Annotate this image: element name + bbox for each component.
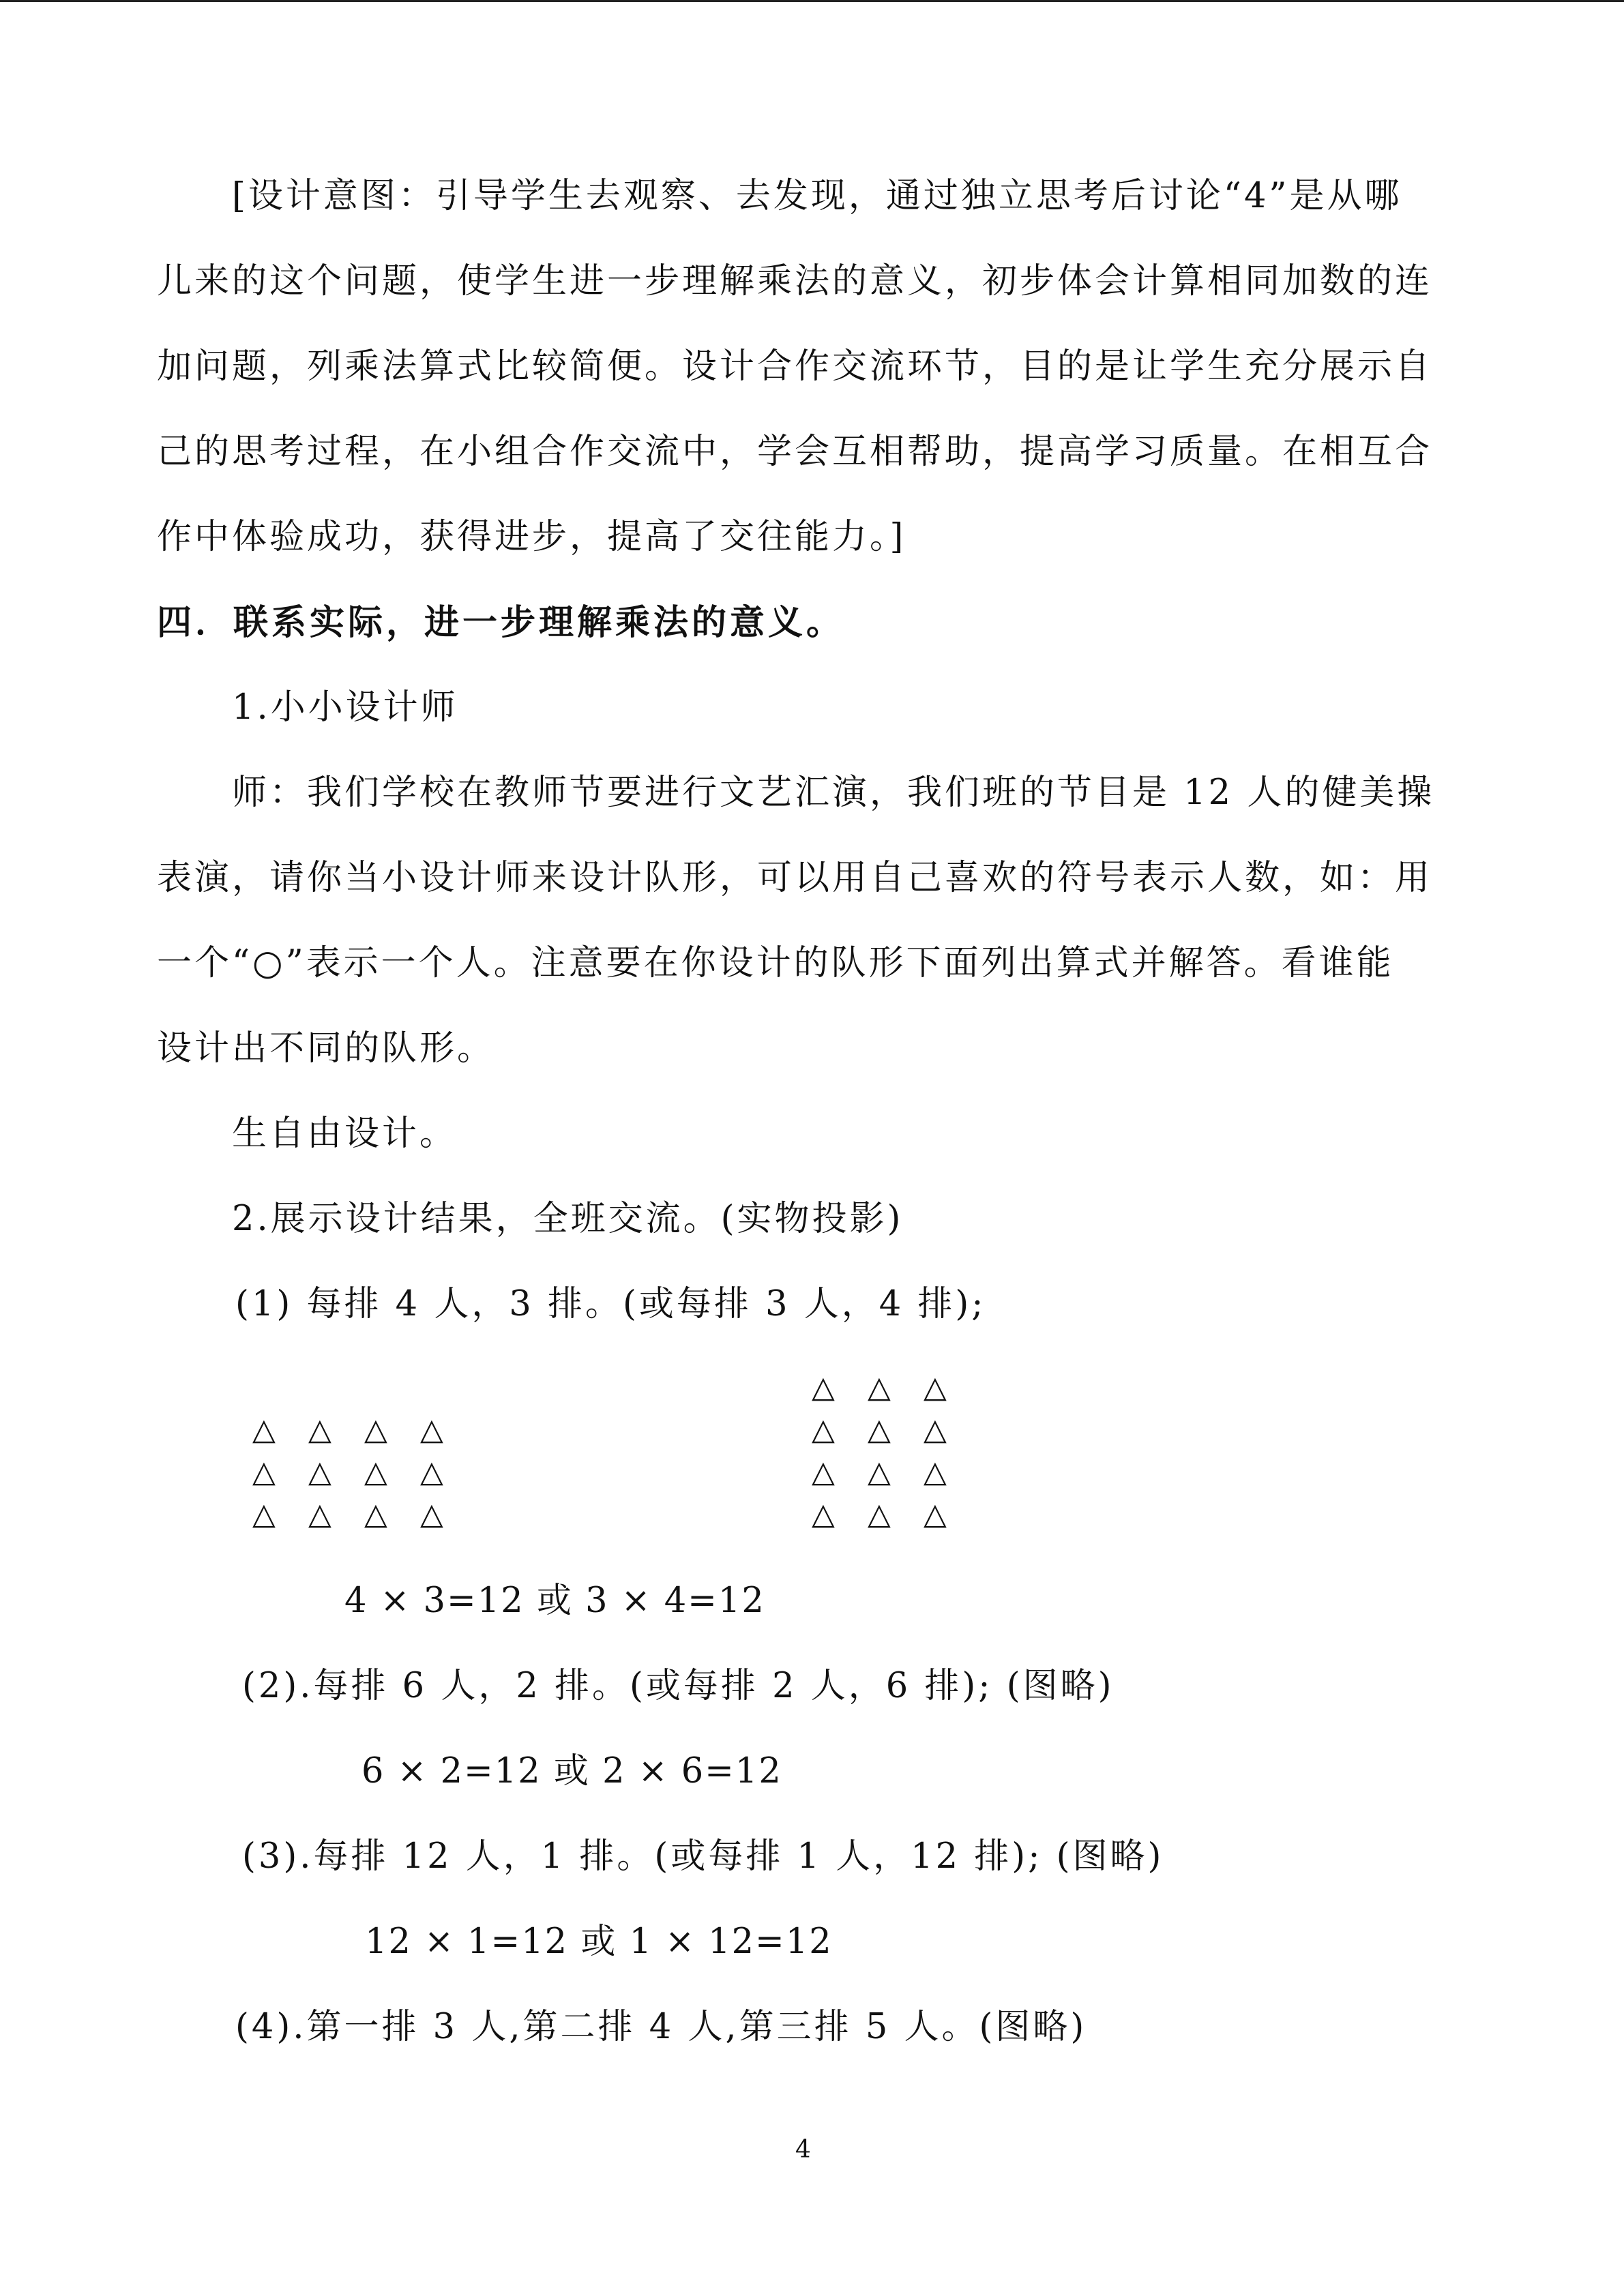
item1-title: 1.小小设计师 [232,687,458,728]
triangle-icon: △ [364,1412,387,1447]
teacher-line-2: 表演，请你当小设计师来设计队形，可以用自己喜欢的符号表示人数，如：用 [157,858,1433,898]
triangle-icon: △ [812,1497,835,1532]
formation-3x4-row [812,1455,979,1489]
formation-3x4-row [812,1371,979,1405]
triangle-icon: △ [868,1497,891,1532]
formation-4x3-row [252,1497,476,1532]
case3-formula: 12 × 1=12 或 1 × 12=12 [365,1922,833,1962]
formation-4x3-row [252,1413,476,1447]
case4-title: (4).第一排 3 人,第二排 4 人,第三排 5 人。(图略) [235,2007,1087,2047]
triangle-icon: △ [924,1370,947,1405]
triangle-icon: △ [364,1455,387,1489]
item2-title: 2.展示设计结果，全班交流。(实物投影) [232,1199,904,1239]
triangle-icon: △ [420,1497,443,1532]
triangle-icon: △ [308,1455,331,1489]
design-intent-line-2: 儿来的这个问题，使学生进一步理解乘法的意义，初步体会计算相同加数的连 [157,261,1433,301]
triangle-icon: △ [812,1370,835,1405]
triangle-icon: △ [868,1370,891,1405]
triangle-icon: △ [420,1455,443,1489]
case1-formula: 4 × 3=12 或 3 × 4=12 [344,1581,765,1621]
page-number: 4 [795,2136,811,2164]
case3-title: (3).每排 12 人，1 排。(或每排 1 人，12 排); (图略) [242,1836,1164,1877]
triangle-icon: △ [868,1412,891,1447]
top-border-rule [0,0,1624,2]
triangle-icon: △ [924,1455,947,1489]
triangle-icon: △ [252,1412,276,1447]
teacher-line-3: 一个“○”表示一个人。注意要在你设计的队形下面列出算式并解答。看谁能 [157,943,1394,983]
triangle-icon: △ [812,1455,835,1489]
formation-4x3-row [252,1455,476,1489]
triangle-icon: △ [924,1412,947,1447]
design-intent-line-1: [设计意图：引导学生去观察、去发现，通过独立思考后讨论“4”是从哪 [232,176,1402,216]
design-intent-line-5: 作中体验成功，获得进步，提高了交往能力。] [157,517,906,557]
teacher-line-4: 设计出不同的队形。 [157,1028,495,1069]
student-line: 生自由设计。 [232,1114,458,1154]
design-intent-line-3: 加问题，列乘法算式比较简便。设计合作交流环节，目的是让学生充分展示自 [157,346,1433,387]
case2-formula: 6 × 2=12 或 2 × 6=12 [361,1751,782,1791]
triangle-icon: △ [308,1497,331,1532]
case1-title: (1) 每排 4 人，3 排。(或每排 3 人，4 排); [235,1284,986,1324]
section-heading: 四．联系实际，进一步理解乘法的意义。 [157,602,845,643]
triangle-icon: △ [308,1412,331,1447]
triangle-icon: △ [364,1497,387,1532]
formation-3x4-row [812,1413,979,1447]
formation-3x4-row [812,1497,979,1532]
triangle-icon: △ [868,1455,891,1489]
teacher-line-1: 师：我们学校在教师节要进行文艺汇演，我们班的节目是 12 人的健美操 [232,773,1435,813]
triangle-icon: △ [420,1412,443,1447]
triangle-icon: △ [924,1497,947,1532]
triangle-icon: △ [252,1455,276,1489]
triangle-icon: △ [812,1412,835,1447]
triangle-icon: △ [252,1497,276,1532]
case2-title: (2).每排 6 人，2 排。(或每排 2 人，6 排); (图略) [242,1666,1114,1706]
design-intent-line-4: 己的思考过程，在小组合作交流中，学会互相帮助，提高学习质量。在相互合 [157,432,1433,472]
